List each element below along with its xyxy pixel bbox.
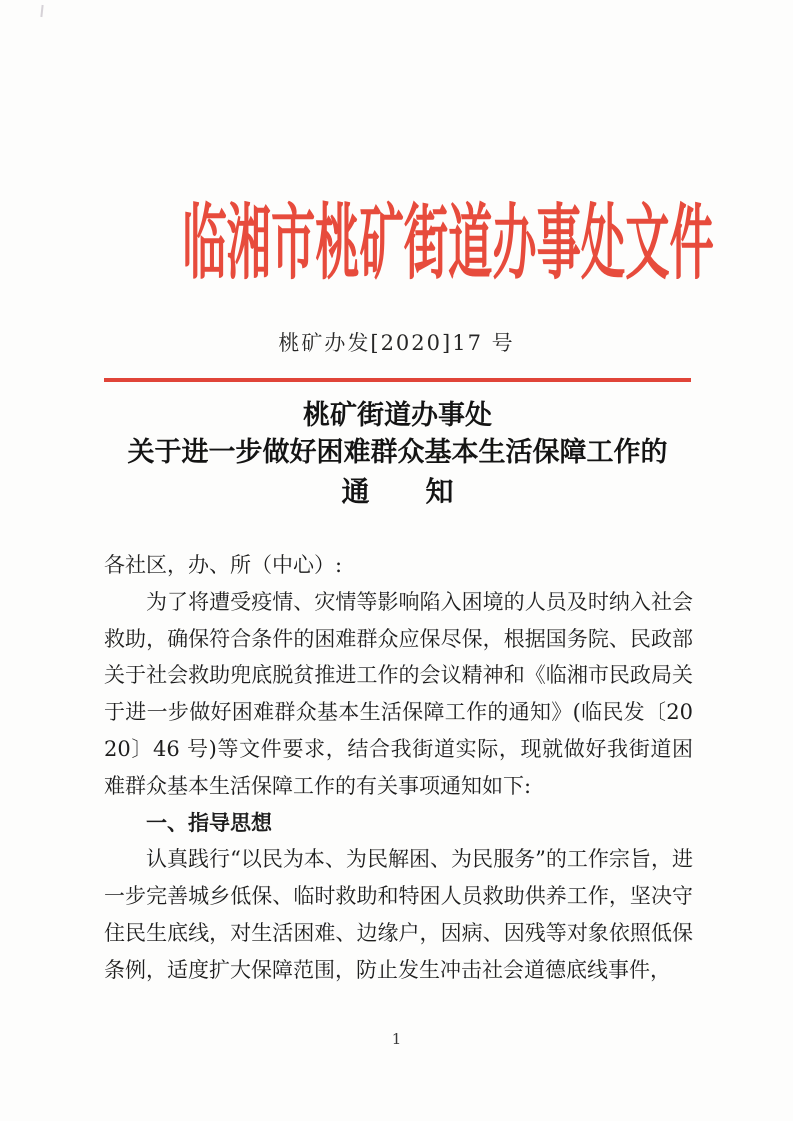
document-header-title: 临湘市桃矿街道办事处文件: [182, 195, 714, 291]
section-heading-guiding-ideology: 一、指导思想: [146, 810, 272, 835]
salutation: 各社区，办、所（中心）:: [104, 553, 343, 577]
document-body: [104, 547, 693, 989]
page-number: 1: [391, 1030, 402, 1048]
body-paragraph-guiding-ideology: 认真践行“以民为本、为民解困、为民服务”的工作宗旨，进一步完善城乡低保、临时救助和特困人员救助供养工作，坚决守住民生底线，对生活困难、边缘户，因病、因残等对象依照低保条例，适度扩大保障范围，防止发生冲击社会道德底线事件，: [104, 847, 693, 982]
notice-title-issuer: 桃矿街道办事处: [303, 400, 492, 431]
document-number: 桃矿办发[2020]17 号: [278, 331, 515, 355]
notice-title: [104, 397, 691, 513]
scan-artifact: [40, 5, 43, 17]
red-divider-line: [104, 378, 691, 382]
notice-title-type: 通 知: [341, 475, 454, 508]
body-paragraph-intro: 为了将遭受疫情、灾情等影响陷入困境的人员及时纳入社会救助，确保符合条件的困难群众应保尽保，根据国务院、民政部关于社会救助兜底脱贫推进工作的会议精神和《临湘市民政局关于进一步做好困难群众基本生活保障工作的通知》(临民发〔2020〕46 号)等文件要求，结合我街道实际，现就做好我街道困难群众基本生活保障工作的有关事项通知如下:: [104, 589, 693, 798]
notice-title-subject: 关于进一步做好困难群众基本生活保障工作的: [127, 437, 668, 468]
